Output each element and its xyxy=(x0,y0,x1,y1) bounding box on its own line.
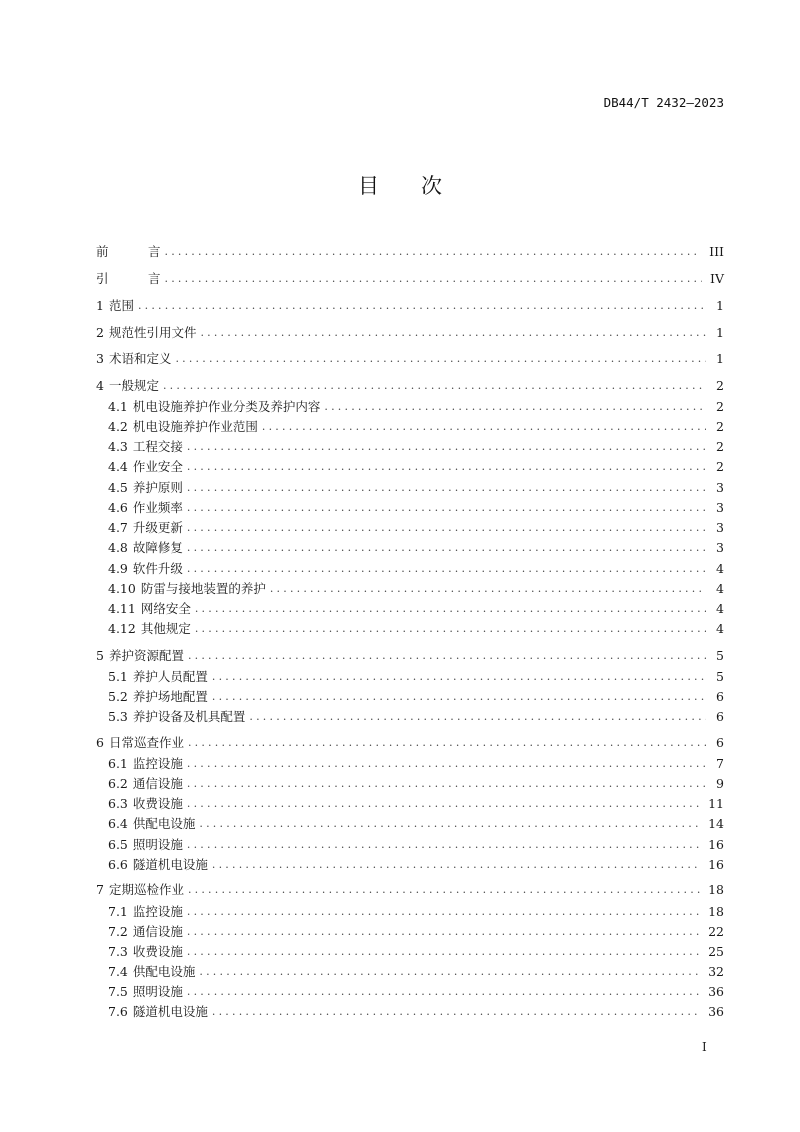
dot-leader xyxy=(186,882,700,898)
toc-entry-label xyxy=(108,399,322,415)
toc-entry-number: 4.9 xyxy=(108,561,128,576)
toc-entry-label xyxy=(108,816,197,832)
toc-entry-text: 其他规定 xyxy=(140,621,191,636)
toc-entry-label xyxy=(108,561,185,577)
toc-entry-page: 1 xyxy=(716,351,724,366)
dot-leader xyxy=(163,271,703,287)
dot-leader xyxy=(197,964,700,980)
toc-entry-number: 4.10 xyxy=(108,581,136,596)
dot-leader xyxy=(186,648,706,664)
toc-entry-page: III xyxy=(709,244,724,259)
toc-entry-page: 25 xyxy=(708,944,724,959)
toc-entry-page: 11 xyxy=(708,796,724,811)
toc-entry-label xyxy=(108,621,193,637)
toc-entry-number: 3 xyxy=(96,351,104,366)
toc-entry-page: 9 xyxy=(716,776,724,791)
toc-entry-number: 4.1 xyxy=(108,399,128,414)
toc-entry-number: 4.5 xyxy=(108,480,128,495)
toc-entry-text: 照明设施 xyxy=(132,984,183,999)
toc-entry-page: 2 xyxy=(716,419,724,434)
page-title xyxy=(0,170,800,200)
toc-entry-page: 36 xyxy=(708,984,724,999)
dot-leader xyxy=(185,480,706,496)
toc-entry-label xyxy=(96,325,198,341)
toc-entry-number: 7.3 xyxy=(108,944,128,959)
dot-leader xyxy=(185,837,700,853)
title-char-1: 目 xyxy=(358,174,379,198)
toc-entry[interactable] xyxy=(96,244,724,260)
toc-entry[interactable] xyxy=(108,581,724,597)
toc-entry[interactable] xyxy=(108,1004,724,1020)
toc-entry-number: 5 xyxy=(96,648,104,663)
dot-leader xyxy=(185,459,706,475)
dot-leader xyxy=(161,378,706,394)
toc-entry-text: 养护场地配置 xyxy=(132,689,208,704)
toc-entry-text: 养护原则 xyxy=(132,480,183,495)
toc-entry-text: 术语和定义 xyxy=(108,351,172,366)
toc-entry-text: 监控设施 xyxy=(132,756,183,771)
dot-leader xyxy=(210,689,706,705)
toc-entry-text: 通信设施 xyxy=(132,924,183,939)
toc-entry-label xyxy=(108,756,185,772)
toc-entry-text: 机电设施养护作业分类及养护内容 xyxy=(132,399,321,414)
toc-entry-page: 18 xyxy=(708,882,724,897)
dot-leader xyxy=(186,735,706,751)
dot-leader xyxy=(210,857,700,873)
toc-entry[interactable] xyxy=(108,459,724,475)
toc-entry-page: 2 xyxy=(716,439,724,454)
dot-leader xyxy=(185,500,706,516)
toc-entry-label xyxy=(96,298,136,314)
toc-entry-number: 6 xyxy=(96,735,104,750)
toc-entry-page: 16 xyxy=(708,857,724,872)
toc-entry[interactable] xyxy=(108,520,724,536)
toc-entry[interactable] xyxy=(96,648,724,664)
toc-entry[interactable] xyxy=(108,480,724,496)
toc-entry[interactable] xyxy=(96,882,724,898)
toc-entry-page: 7 xyxy=(716,756,724,771)
toc-entry-text: 机电设施养护作业范围 xyxy=(132,419,258,434)
dot-leader xyxy=(173,351,706,367)
toc-entry-page: 22 xyxy=(708,924,724,939)
toc-entry-label xyxy=(108,669,210,685)
toc-entry-text: 防雷与接地装置的养护 xyxy=(140,581,266,596)
toc-entry-label xyxy=(108,520,185,536)
toc-entry[interactable] xyxy=(108,540,724,556)
toc-entry-number: 7.6 xyxy=(108,1004,128,1019)
toc-entry-label xyxy=(108,500,185,516)
toc-entry-number: 5.3 xyxy=(108,709,128,724)
toc-entry-label-part: 前 xyxy=(96,244,109,259)
toc-entry[interactable] xyxy=(96,271,724,287)
toc-entry[interactable] xyxy=(108,601,724,617)
toc-entry[interactable] xyxy=(108,621,724,637)
toc-entry-text: 故障修复 xyxy=(132,540,183,555)
dot-leader xyxy=(193,601,706,617)
toc-entry-label xyxy=(108,857,210,873)
toc-entry-text: 升级更新 xyxy=(132,520,183,535)
toc-entry-page: 14 xyxy=(708,816,724,831)
toc-entry-number: 4.2 xyxy=(108,419,128,434)
toc-entry-number: 6.5 xyxy=(108,837,128,852)
toc-entry-text: 照明设施 xyxy=(132,837,183,852)
toc-entry-number: 6.1 xyxy=(108,756,128,771)
toc-entry-number: 7.5 xyxy=(108,984,128,999)
toc-entry[interactable] xyxy=(108,944,724,960)
toc-entry-page: 32 xyxy=(708,964,724,979)
toc-entry-label xyxy=(108,837,185,853)
toc-entry[interactable] xyxy=(96,351,724,367)
page-number: I xyxy=(702,1040,707,1054)
toc-entry-number: 4.7 xyxy=(108,520,128,535)
toc-entry-page: 6 xyxy=(716,735,724,750)
dot-leader xyxy=(185,439,706,455)
toc-entry-number: 6.3 xyxy=(108,796,128,811)
toc-entry-label xyxy=(108,796,185,812)
toc-entry[interactable] xyxy=(108,924,724,940)
dot-leader xyxy=(210,1004,700,1020)
toc-entry-text: 供配电设施 xyxy=(132,816,196,831)
toc-entry-label-part: 引 xyxy=(96,271,109,286)
dot-leader xyxy=(185,944,700,960)
toc-entry[interactable] xyxy=(108,837,724,853)
toc-entry[interactable] xyxy=(108,439,724,455)
toc-entry-number: 4.8 xyxy=(108,540,128,555)
dot-leader xyxy=(185,540,706,556)
toc-entry-label xyxy=(108,924,185,940)
toc-entry-text: 作业频率 xyxy=(132,500,183,515)
toc-entry-label xyxy=(108,904,185,920)
toc-entry-number: 7.1 xyxy=(108,904,128,919)
toc-entry-label xyxy=(108,439,185,455)
toc-entry-text: 工程交接 xyxy=(132,439,183,454)
toc-entry[interactable] xyxy=(108,419,724,435)
toc-entry-label xyxy=(108,709,247,725)
toc-entry-text: 隧道机电设施 xyxy=(132,1004,208,1019)
toc-entry[interactable] xyxy=(108,904,724,920)
toc-entry[interactable] xyxy=(96,298,724,314)
toc-entry-page: 4 xyxy=(716,561,724,576)
dot-leader xyxy=(136,298,706,314)
toc-entry-number: 7.2 xyxy=(108,924,128,939)
toc-entry-page: 4 xyxy=(716,621,724,636)
toc-entry-text: 养护人员配置 xyxy=(132,669,208,684)
toc-entry[interactable] xyxy=(108,709,724,725)
toc-entry-number: 4.3 xyxy=(108,439,128,454)
toc-entry-label xyxy=(108,984,185,1000)
toc-entry-label xyxy=(108,480,185,496)
dot-leader xyxy=(185,796,700,812)
toc-entry-text: 范围 xyxy=(108,298,134,313)
toc-entry-number: 7 xyxy=(96,882,104,897)
toc-entry-text: 定期巡检作业 xyxy=(108,882,184,897)
toc-entry-text: 网络安全 xyxy=(140,601,191,616)
toc-entry-page: 2 xyxy=(716,378,724,393)
toc-entry-label xyxy=(108,776,185,792)
toc-entry-page: 5 xyxy=(716,669,724,684)
toc-entry[interactable] xyxy=(108,561,724,577)
document-code: DB44/T 2432—2023 xyxy=(603,95,724,110)
toc-entry[interactable] xyxy=(108,500,724,516)
toc-entry-page: 3 xyxy=(716,520,724,535)
dot-leader xyxy=(185,776,706,792)
toc-entry-label xyxy=(96,882,186,898)
toc-entry-label xyxy=(96,351,173,367)
toc-entry-label xyxy=(108,689,210,705)
toc-entry-page: 1 xyxy=(716,298,724,313)
toc-entry-text: 收费设施 xyxy=(132,944,183,959)
toc-entry[interactable] xyxy=(96,378,724,394)
toc-entry-page: 4 xyxy=(716,601,724,616)
toc-entry[interactable] xyxy=(96,325,724,341)
toc-entry-label xyxy=(96,378,161,394)
dot-leader xyxy=(163,244,702,260)
dot-leader xyxy=(185,520,706,536)
toc-entry-page: 1 xyxy=(716,325,724,340)
toc-entry-page: 36 xyxy=(708,1004,724,1019)
toc-entry-label xyxy=(108,601,193,617)
toc-entry[interactable] xyxy=(108,857,724,873)
title-char-2: 次 xyxy=(421,174,442,198)
dot-leader xyxy=(193,621,706,637)
toc-entry-number: 4.4 xyxy=(108,459,128,474)
toc-entry-text: 监控设施 xyxy=(132,904,183,919)
toc-entry[interactable] xyxy=(108,776,724,792)
toc-entry-label-part: 言 xyxy=(148,271,161,286)
toc-entry-text: 一般规定 xyxy=(108,378,159,393)
toc-entry-label xyxy=(108,944,185,960)
dot-leader xyxy=(185,984,700,1000)
toc-entry-label xyxy=(108,581,268,597)
toc-entry-label xyxy=(96,271,163,287)
toc-entry-text: 日常巡查作业 xyxy=(108,735,184,750)
toc-entry-page: 6 xyxy=(716,709,724,724)
toc-entry-text: 养护设备及机具配置 xyxy=(132,709,246,724)
toc-entry-page: 16 xyxy=(708,837,724,852)
toc-entry-page: 2 xyxy=(716,399,724,414)
toc-entry-number: 5.1 xyxy=(108,669,128,684)
toc-entry-page: 18 xyxy=(708,904,724,919)
toc-entry-text: 通信设施 xyxy=(132,776,183,791)
dot-leader xyxy=(260,419,706,435)
dot-leader xyxy=(322,399,706,415)
toc-entry-number: 4.12 xyxy=(108,621,136,636)
toc-entry[interactable] xyxy=(108,796,724,812)
toc-entry[interactable] xyxy=(108,984,724,1000)
dot-leader xyxy=(268,581,706,597)
toc-entry[interactable] xyxy=(108,816,724,832)
toc-entry-page: 3 xyxy=(716,540,724,555)
toc-entry-label xyxy=(108,964,197,980)
toc-entry-text: 规范性引用文件 xyxy=(108,325,197,340)
toc-entry-number: 1 xyxy=(96,298,104,313)
dot-leader xyxy=(185,924,700,940)
toc-entry-label xyxy=(96,735,186,751)
dot-leader xyxy=(197,816,700,832)
dot-leader xyxy=(185,756,706,772)
toc-entry-label xyxy=(96,244,163,260)
dot-leader xyxy=(185,904,700,920)
toc-entry-page: 5 xyxy=(716,648,724,663)
dot-leader xyxy=(198,325,706,341)
toc-entry-text: 供配电设施 xyxy=(132,964,196,979)
toc-entry-number: 7.4 xyxy=(108,964,128,979)
toc-entry-label xyxy=(108,1004,210,1020)
toc-entry-label xyxy=(96,648,186,664)
toc-entry-page: 3 xyxy=(716,480,724,495)
toc-entry[interactable] xyxy=(108,756,724,772)
toc-entry-label xyxy=(108,459,185,475)
toc-entry[interactable] xyxy=(108,964,724,980)
toc-entry-label xyxy=(108,540,185,556)
toc-entry-text: 作业安全 xyxy=(132,459,183,474)
toc-entry-page: 4 xyxy=(716,581,724,596)
toc-entry-text: 收费设施 xyxy=(132,796,183,811)
dot-leader xyxy=(185,561,706,577)
dot-leader xyxy=(247,709,706,725)
toc-entry-number: 5.2 xyxy=(108,689,128,704)
toc-entry-text: 软件升级 xyxy=(132,561,183,576)
toc-entry-number: 6.2 xyxy=(108,776,128,791)
toc-entry-number: 6.6 xyxy=(108,857,128,872)
toc-entry-page: 6 xyxy=(716,689,724,704)
toc-entry-label xyxy=(108,419,260,435)
toc-entry-text: 养护资源配置 xyxy=(108,648,184,663)
dot-leader xyxy=(210,669,706,685)
toc-entry-number: 6.4 xyxy=(108,816,128,831)
toc-entry[interactable] xyxy=(108,399,724,415)
toc-entry-page: 2 xyxy=(716,459,724,474)
toc-entry-number: 2 xyxy=(96,325,104,340)
toc-entry[interactable] xyxy=(108,689,724,705)
toc-entry-page: 3 xyxy=(716,500,724,515)
toc-entry-page: IV xyxy=(710,271,724,286)
toc-entry-number: 4.6 xyxy=(108,500,128,515)
toc-entry-number: 4.11 xyxy=(108,601,136,616)
toc-entry-text: 隧道机电设施 xyxy=(132,857,208,872)
toc-entry-label-part: 言 xyxy=(148,244,161,259)
toc-entry[interactable] xyxy=(108,669,724,685)
toc-entry-number: 4 xyxy=(96,378,104,393)
toc-entry[interactable] xyxy=(96,735,724,751)
